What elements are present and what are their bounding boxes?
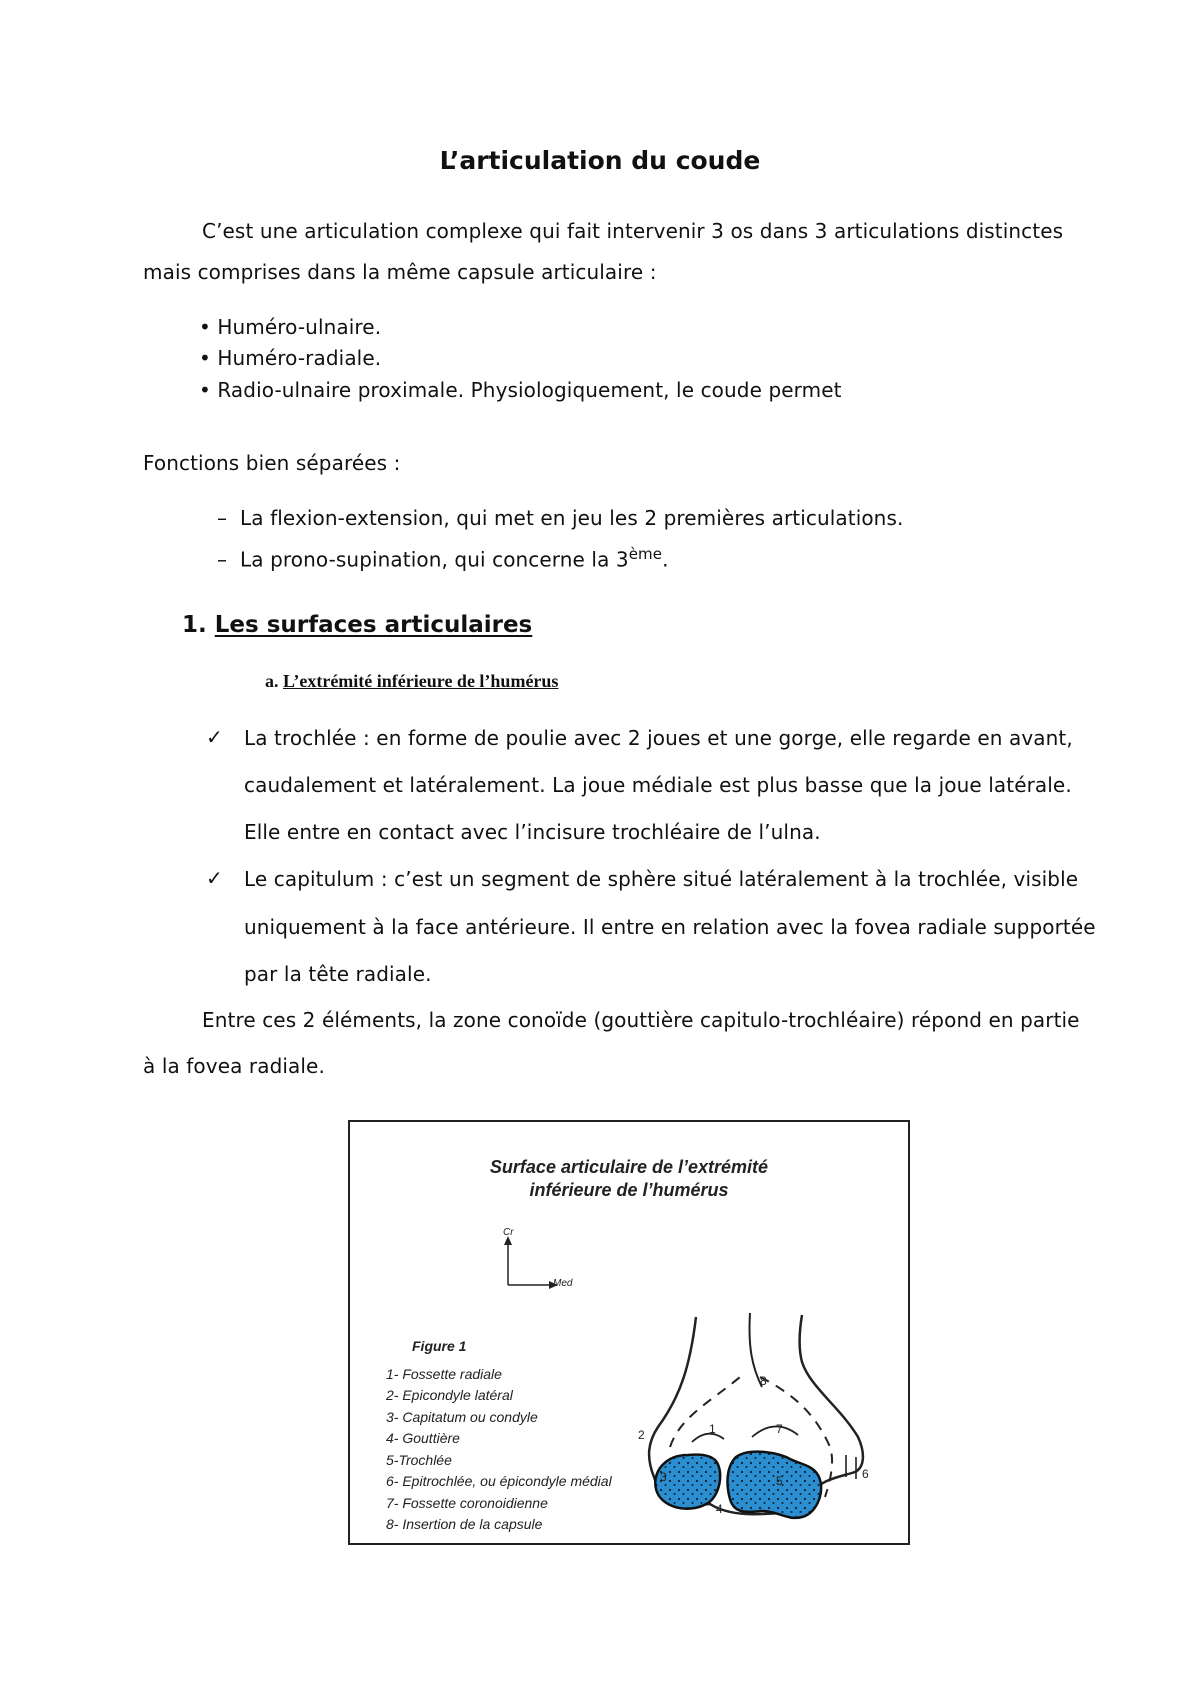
- section-title: Les surfaces articulaires: [214, 612, 533, 638]
- label-4: 4: [716, 1502, 723, 1516]
- coronoid-fossa-arc: [752, 1426, 798, 1437]
- label-2: 2: [638, 1428, 645, 1442]
- figure-legend: [386, 1336, 612, 1536]
- trochlee-line-3: Elle entre en contact avec l’incisure trochléaire de l’ulna.: [244, 820, 821, 844]
- legend-item: 2- Epicondyle latéral: [386, 1387, 513, 1403]
- capitulum-line-3: par la tête radiale.: [244, 962, 432, 986]
- between-line-1: Entre ces 2 éléments, la zone conoïde (gouttière capitulo-trochléaire) répond en partie: [202, 1008, 1080, 1032]
- superscript: ème: [628, 545, 663, 563]
- legend-item: 3- Capitatum ou condyle: [386, 1408, 538, 1425]
- label-7: 7: [776, 1422, 783, 1436]
- label-8: 8: [760, 1374, 767, 1388]
- check-icon: ✓: [206, 866, 223, 890]
- trochlee-line-1: La trochlée : en forme de poulie avec 2 joues et une gorge, elle regarde en avant,: [244, 726, 1073, 750]
- legend-item: 6- Epitrochlée, ou épicondyle médial: [386, 1473, 612, 1489]
- bullet-item: • Huméro-ulnaire.: [199, 315, 382, 339]
- radial-fossa-arc: [692, 1434, 724, 1442]
- bullet-item: • Radio-ulnaire proximale. Physiologiquement, le coude permet: [199, 378, 842, 402]
- label-6: 6: [862, 1467, 869, 1481]
- bullet-item: • Huméro-radiale.: [199, 346, 382, 370]
- subsection-heading: a. L’extrémité inférieure de l’humérus: [265, 671, 559, 691]
- legend-item: 4- Gouttière: [386, 1430, 460, 1446]
- capitulum-line-2: uniquement à la face antérieure. Il entre en relation avec la fovea radiale supportée: [244, 915, 1096, 939]
- subsection-title: L’extrémité inférieure de l’humérus: [283, 671, 559, 691]
- capitulum-line-1: Le capitulum : c’est un segment de sphère situé latéralement à la trochlée, visible: [244, 867, 1079, 891]
- dash-item: – La flexion-extension, qui met en jeu les 2 premières articulations.: [217, 506, 904, 530]
- axis-med-label: Med: [553, 1278, 573, 1289]
- label-1: 1: [709, 1422, 716, 1436]
- legend-item: 5-Trochlée: [386, 1451, 452, 1468]
- bullet-icon: •: [199, 378, 211, 402]
- label-3: 3: [660, 1470, 667, 1484]
- dash-icon: –: [217, 506, 228, 530]
- page-title: L’articulation du coude: [439, 146, 761, 175]
- axis-cr-label: Cr: [503, 1227, 514, 1238]
- dash-item: – La prono-supination, qui concerne la 3ème.: [217, 545, 669, 572]
- trochlee-line-2: caudalement et latéralement. La joue médiale est plus basse que la joue latérale.: [244, 773, 1072, 797]
- intro-line-2: mais comprises dans la même capsule articulaire :: [143, 260, 657, 284]
- between-line-2: à la fovea radiale.: [143, 1054, 325, 1078]
- dash-icon: –: [217, 547, 228, 572]
- section-heading: 1. Les surfaces articulaires: [182, 612, 533, 638]
- orientation-axes-icon: [498, 1232, 608, 1312]
- bullet-icon: •: [199, 315, 211, 339]
- label-5: 5: [776, 1474, 783, 1488]
- bullet-icon: •: [199, 346, 211, 370]
- functions-label: Fonctions bien séparées :: [143, 451, 401, 475]
- legend-item: 1- Fossette radiale: [386, 1365, 502, 1382]
- figure-1: [348, 1120, 910, 1545]
- figure-title: Surface articulaire de l’extrémité inférieure de l’humérus: [489, 1157, 769, 1200]
- legend-title: Figure 1: [412, 1338, 467, 1354]
- legend-item: 8- Insertion de la capsule: [386, 1516, 543, 1532]
- humerus-diagram: [640, 1307, 900, 1532]
- trochlea-surface: [728, 1452, 822, 1518]
- check-icon: ✓: [206, 725, 223, 749]
- legend-item: 7- Fossette coronoidienne: [386, 1494, 548, 1511]
- intro-line-1: C’est une articulation complexe qui fait intervenir 3 os dans 3 articulations distinctes: [202, 219, 1064, 243]
